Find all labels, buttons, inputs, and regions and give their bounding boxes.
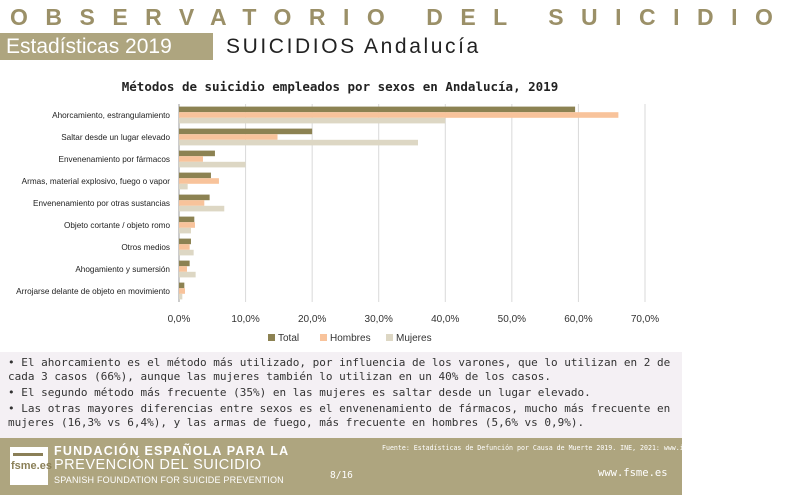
bar-hombres bbox=[179, 222, 195, 228]
bar-total bbox=[179, 283, 184, 289]
legend-label: Hombres bbox=[330, 333, 371, 344]
finding-item: • Las otras mayores diferencias entre sexos es el envenenamiento de fármacos, mucho más frecuente en mujeres (16,3% vs 6,4%), y las armas de fuego, más frecuente en hombres (5,6% vs 0,9%). bbox=[8, 402, 671, 429]
bar-mujeres bbox=[179, 272, 196, 278]
bar-total bbox=[179, 151, 215, 157]
foundation-name-line2: PREVENCIÓN DEL SUICIDIO bbox=[54, 457, 262, 473]
category-label: Armas, material explosivo, fuego o vapor bbox=[21, 177, 170, 186]
x-tick-label: 60,0% bbox=[564, 314, 593, 325]
fsme-logo bbox=[10, 447, 52, 485]
bar-hombres bbox=[179, 266, 187, 272]
finding-item: • El ahorcamiento es el método más utilizado, por influencia de los varones, que lo utilizan en 2 de cada 3 casos (66%), aunque las mujeres también lo utilizan en un 40% de los casos. bbox=[8, 356, 671, 383]
x-tick-label: 10,0% bbox=[231, 314, 260, 325]
category-label: Arrojarse delante de objeto en movimiento bbox=[16, 287, 170, 296]
legend-swatch bbox=[320, 334, 327, 341]
category-label: Otros medios bbox=[121, 243, 170, 252]
bar-hombres bbox=[179, 112, 618, 118]
methods-bar-chart bbox=[0, 62, 682, 352]
bar-hombres bbox=[179, 288, 185, 294]
region-title: SUICIDIOS Andalucía bbox=[226, 35, 481, 58]
stats-label: Estadísticas 2019 bbox=[0, 33, 213, 60]
bar-total bbox=[179, 173, 211, 179]
category-label: Envenenamiento por fármacos bbox=[58, 155, 170, 164]
bar-total bbox=[179, 261, 190, 267]
bar-mujeres bbox=[179, 184, 188, 190]
bar-total bbox=[179, 129, 312, 135]
bar-hombres bbox=[179, 156, 203, 162]
x-tick-label: 40,0% bbox=[431, 314, 460, 325]
bar-mujeres bbox=[179, 294, 182, 300]
foundation-name-line1: FUNDACIÓN ESPAÑOLA PARA LA bbox=[54, 444, 290, 458]
x-tick-label: 70,0% bbox=[630, 314, 660, 325]
finding-item: • El segundo método más frecuente (35%) en las mujeres es saltar desde un lugar elevado. bbox=[8, 386, 591, 399]
logo-bar bbox=[13, 453, 43, 456]
x-tick-label: 20,0% bbox=[297, 314, 327, 325]
bar-mujeres bbox=[179, 140, 418, 146]
x-tick-label: 50,0% bbox=[497, 314, 527, 325]
bar-hombres bbox=[179, 200, 204, 206]
bar-mujeres bbox=[179, 206, 224, 212]
logo-text: fsme.es bbox=[11, 460, 52, 472]
bar-mujeres bbox=[179, 162, 246, 168]
key-findings bbox=[0, 352, 682, 438]
page-number: 8/16 bbox=[330, 470, 353, 481]
bar-hombres bbox=[179, 178, 219, 184]
bar-mujeres bbox=[179, 118, 445, 124]
legend-label: Total bbox=[278, 333, 300, 344]
bar-hombres bbox=[179, 134, 278, 140]
category-label: Ahogamiento y sumersión bbox=[75, 265, 170, 274]
bar-hombres bbox=[179, 244, 190, 250]
legend-swatch bbox=[386, 334, 393, 341]
category-label: Ahorcamiento, estrangulamiento bbox=[52, 111, 170, 120]
x-tick-label: 30,0% bbox=[364, 314, 393, 325]
category-label: Objeto cortante / objeto romo bbox=[63, 221, 170, 230]
bar-total bbox=[179, 217, 194, 223]
bar-mujeres bbox=[179, 228, 191, 234]
chart-title: Métodos de suicidio empleados por sexos en Andalucía, 2019 bbox=[121, 79, 559, 94]
category-label: Envenenamiento por otras sustancias bbox=[33, 199, 170, 208]
bar-total bbox=[179, 195, 210, 201]
legend-swatch bbox=[268, 334, 275, 341]
x-tick-label: 0,0% bbox=[167, 314, 191, 325]
legend-label: Mujeres bbox=[396, 333, 432, 344]
bar-total bbox=[179, 107, 575, 113]
bar-mujeres bbox=[179, 250, 194, 256]
foundation-name-english: SPANISH FOUNDATION FOR SUICIDE PREVENTION bbox=[54, 475, 284, 485]
observatory-title: OBSERVATORIO DEL SUICIDIO bbox=[10, 4, 790, 30]
data-source: Fuente: Estadísticas de Defunción por Causa de Muerte 2019. INE, 2021: www.ine.es. bbox=[382, 444, 708, 452]
website-link[interactable]: www.fsme.es bbox=[598, 467, 668, 479]
bar-total bbox=[179, 239, 191, 245]
category-label: Saltar desde un lugar elevado bbox=[61, 133, 170, 142]
